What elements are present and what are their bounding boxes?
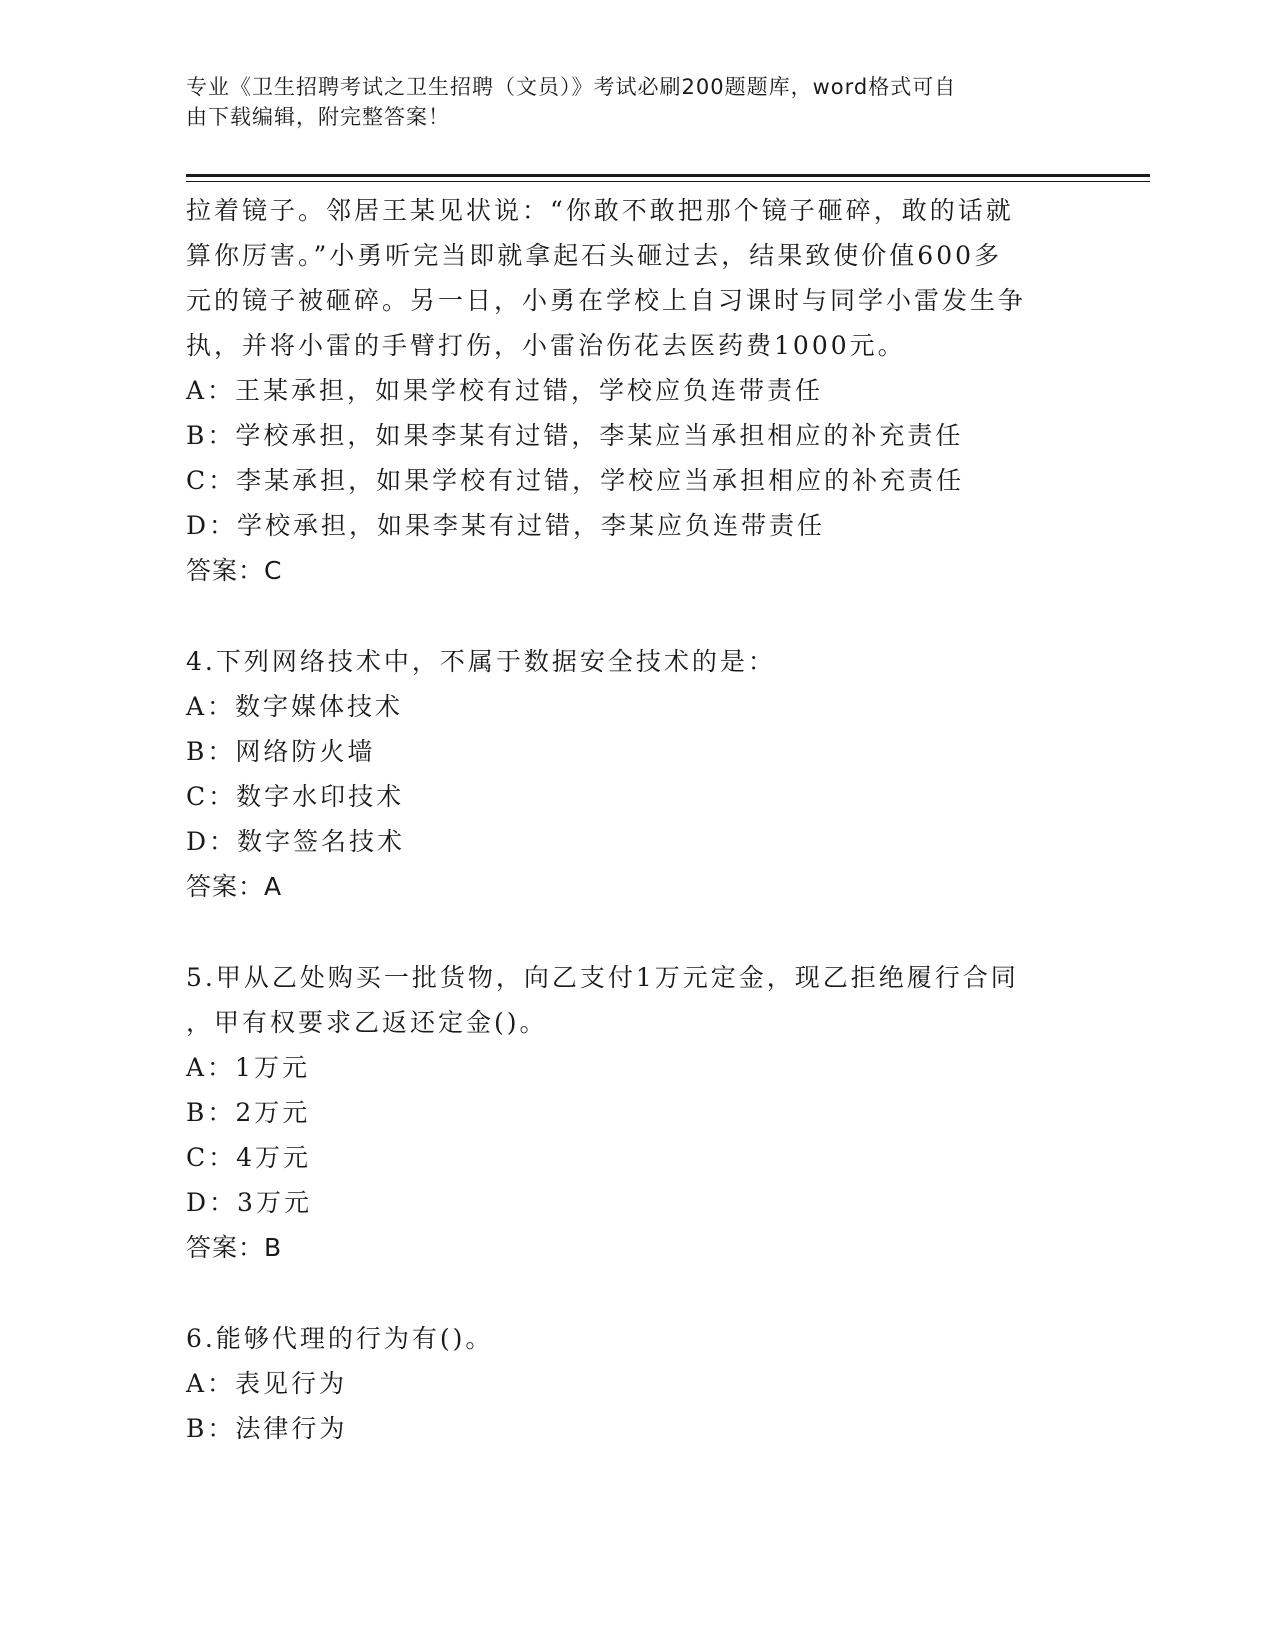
header-title-line-2: 由下载编辑，附完整答案！ (186, 105, 450, 129)
answer-label: 答案：A (186, 872, 283, 901)
question-spacer (186, 1270, 1066, 1316)
question-6 (186, 1316, 1066, 1451)
option-c: C：李某承担，如果学校有过错，学校应当承担相应的补充责任 (186, 466, 965, 495)
question-stem-line: 元的镜子被砸碎。另一日，小勇在学校上自习课时与同学小雷发生争 (186, 286, 1027, 315)
question-list (186, 188, 1066, 1451)
option-a: A：表见行为 (186, 1369, 348, 1398)
option-c: C：4万元 (186, 1143, 312, 1172)
option-d: D：学校承担，如果李某有过错，李某应负连带责任 (186, 511, 826, 540)
question-stem-line: 拉着镜子。邻居王某见状说：“你敢不敢把那个镜子砸碎，敢的话就 (186, 196, 1014, 225)
option-a: A：王某承担，如果学校有过错，学校应负连带责任 (186, 376, 824, 405)
question-stem-line: 算你厉害。”小勇听完当即就拿起石头砸过去，结果致使价值600多 (186, 241, 1003, 270)
option-a: A：数字媒体技术 (186, 692, 404, 721)
option-b: B：2万元 (186, 1098, 311, 1127)
question-stem-line: 6.能够代理的行为有()。 (186, 1324, 494, 1353)
question-spacer (186, 593, 1066, 639)
option-b: B：法律行为 (186, 1414, 348, 1443)
question-stem-line: 4.下列网络技术中，不属于数据安全技术的是： (186, 647, 776, 676)
header-title-line-1: 专业《卫生招聘考试之卫生招聘（文员）》考试必刷200题题库，word格式可自 (186, 75, 957, 99)
answer-label: 答案：B (186, 1233, 283, 1262)
question-stem-line: ，甲有权要求乙返还定金()。 (186, 1008, 548, 1037)
option-c: C：数字水印技术 (186, 782, 405, 811)
question-stem-line: 5.甲从乙处购买一批货物，向乙支付1万元定金，现乙拒绝履行合同 (186, 963, 1019, 992)
answer-label: 答案：C (186, 556, 283, 585)
option-d: D：3万元 (186, 1188, 312, 1217)
question-5 (186, 955, 1066, 1270)
question-stem-line: 执，并将小雷的手臂打伤，小雷治伤花去医药费1000元。 (186, 331, 906, 360)
header-divider-thin (186, 181, 1150, 182)
header-divider-thick (186, 174, 1150, 177)
question-3 (186, 188, 1066, 593)
question-spacer (186, 909, 1066, 955)
option-b: B：学校承担，如果李某有过错，李某应当承担相应的补充责任 (186, 421, 964, 450)
option-d: D：数字签名技术 (186, 827, 406, 856)
option-a: A：1万元 (186, 1053, 310, 1082)
option-b: B：网络防火墙 (186, 737, 376, 766)
question-4 (186, 639, 1066, 909)
document-header (186, 72, 1066, 132)
